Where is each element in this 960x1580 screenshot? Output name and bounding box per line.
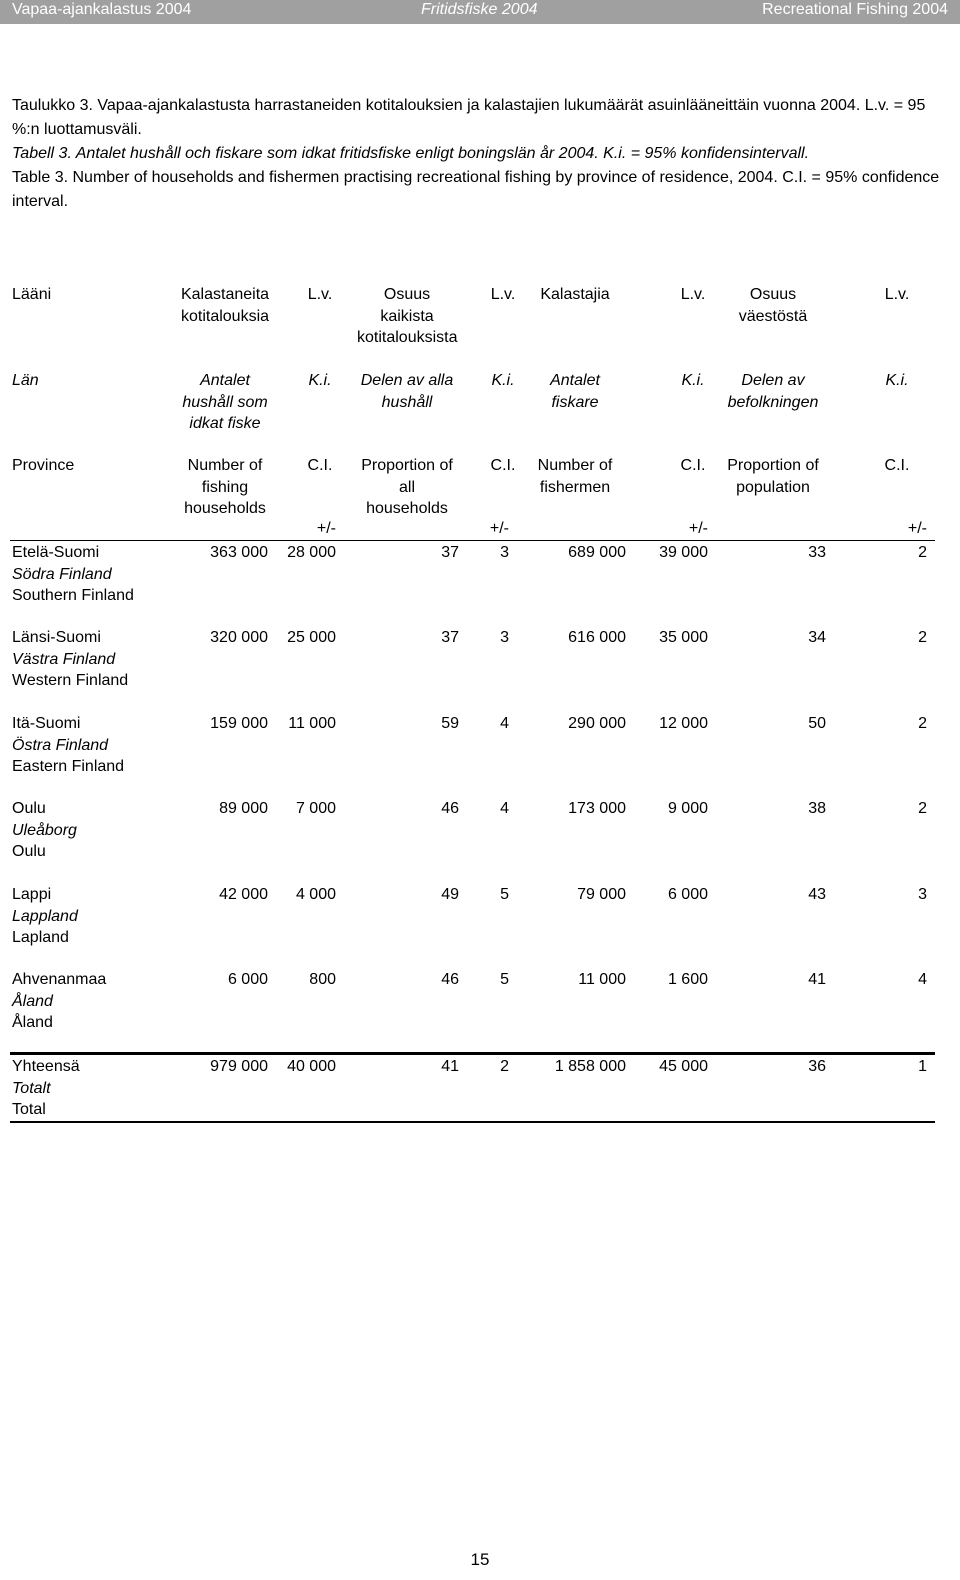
table-row-3-value-0: 89 000 [219, 800, 268, 817]
total-row-value-3: 2 [500, 1058, 509, 1075]
table-row-3-value-4: 173 000 [568, 800, 626, 817]
table-row-4-value-3: 5 [500, 886, 509, 903]
table-row-2-value-6: 50 [808, 715, 826, 732]
table-row-1-name-fi: Länsi-Suomi [12, 629, 101, 646]
plus-minus-label: +/- [316, 520, 336, 537]
header-en-col-2: C.I. [307, 457, 333, 474]
table-row-5-value-2: 46 [441, 971, 459, 988]
header-sv-col-8: K.i. [885, 372, 909, 389]
table-row-0-value-4: 689 000 [568, 544, 626, 561]
header-en-col-5: Number of fishermen [537, 457, 613, 496]
table-row-4-value-0: 42 000 [219, 886, 268, 903]
table-row-5-value-6: 41 [808, 971, 826, 988]
header-rule [10, 540, 935, 541]
table-row-5-value-1: 800 [309, 971, 336, 988]
header-right: Recreational Fishing 2004 [762, 1, 948, 18]
table-row-5-value-7: 4 [918, 971, 927, 988]
table-row-2-value-4: 290 000 [568, 715, 626, 732]
table-row-4-value-4: 79 000 [577, 886, 626, 903]
table-row-3-value-7: 2 [918, 800, 927, 817]
table-row-1-value-5: 35 000 [659, 629, 708, 646]
header-fi-col-3: Osuus kaikista kotitalouksista [357, 286, 458, 346]
plus-minus-label: +/- [688, 520, 708, 537]
total-row-name-fi: Yhteensä [12, 1058, 80, 1075]
header-en-col-7: Proportion of population [727, 457, 819, 496]
header-sv-col-3: Delen av alla hushåll [360, 372, 454, 411]
header-sv-col-6: K.i. [681, 372, 705, 389]
table-row-1-name-sv: Västra Finland [12, 650, 116, 668]
header-en-col-6: C.I. [680, 457, 706, 474]
total-row-value-0: 979 000 [210, 1058, 268, 1075]
table-row-0-value-1: 28 000 [287, 544, 336, 561]
table-row-4-name-en: Lapland [12, 929, 69, 946]
header-fi-col-5: Kalastajia [540, 286, 610, 303]
table-row-3-name-en: Oulu [12, 843, 46, 860]
running-header [0, 0, 960, 24]
table-row-0-name-sv: Södra Finland [12, 565, 112, 583]
total-row-value-4: 1 858 000 [554, 1058, 626, 1075]
table-row-2-name-sv: Östra Finland [12, 736, 109, 754]
header-fi-col-7: Osuus väestöstä [738, 286, 808, 325]
total-row-value-2: 41 [441, 1058, 459, 1075]
table-row-4-name-sv: Lappland [12, 907, 78, 925]
table-row-1-value-7: 2 [918, 629, 927, 646]
table-row-5-name-en: Åland [12, 1014, 53, 1031]
table-row-3-name-sv: Uleåborg [12, 821, 77, 839]
total-rule [10, 1052, 935, 1055]
table-row-2-value-2: 59 [441, 715, 459, 732]
caption-swedish: Tabell 3. Antalet hushåll och fiskare som idkat fritidsfiske enligt boningslän år 2004. K.i. = 95% konfidensintervall. [12, 145, 810, 162]
table-row-3-value-5: 9 000 [667, 800, 708, 817]
table-row-0-value-7: 2 [918, 544, 927, 561]
table-row-1-value-0: 320 000 [210, 629, 268, 646]
header-en-col-4: C.I. [490, 457, 516, 474]
table-row-0-name-en: Southern Finland [12, 587, 134, 604]
table-row-5-name-fi: Ahvenanmaa [12, 971, 107, 988]
header-sv-col-4: K.i. [491, 372, 515, 389]
table-row-0-value-6: 33 [808, 544, 826, 561]
total-row-name-en: Total [12, 1101, 46, 1118]
header-en-col-0: Province [12, 457, 75, 474]
table-row-4-value-5: 6 000 [667, 886, 708, 903]
table-row-1-value-6: 34 [808, 629, 826, 646]
header-sv-col-7: Delen av befolkningen [727, 372, 819, 411]
header-left: Vapaa-ajankalastus 2004 [12, 1, 192, 18]
table-row-5-value-3: 5 [500, 971, 509, 988]
table-row-5-value-0: 6 000 [227, 971, 268, 988]
table-row-0-name-fi: Etelä-Suomi [12, 544, 100, 561]
table-row-0-value-2: 37 [441, 544, 459, 561]
table-row-1-value-2: 37 [441, 629, 459, 646]
table-row-5-value-5: 1 600 [667, 971, 708, 988]
table-row-3-value-3: 4 [500, 800, 509, 817]
table-row-2-name-fi: Itä-Suomi [12, 715, 81, 732]
table-row-4-value-2: 49 [441, 886, 459, 903]
table-row-1-value-1: 25 000 [287, 629, 336, 646]
table-row-1-value-4: 616 000 [568, 629, 626, 646]
total-row-value-5: 45 000 [659, 1058, 708, 1075]
header-sv-col-2: K.i. [308, 372, 332, 389]
table-row-4-value-6: 43 [808, 886, 826, 903]
table-row-1-value-3: 3 [500, 629, 509, 646]
header-fi-col-1: Kalastaneita kotitalouksia [180, 286, 270, 325]
table-row-2-value-1: 11 000 [288, 715, 336, 732]
caption-finnish: Taulukko 3. Vapaa-ajankalastusta harrastaneiden kotitalouksien ja kalastajien lukumäärät asuinlääneittäin vuonna 2004. L.v. = 95 %:n luottamusväli. [12, 97, 926, 138]
table-row-3-value-1: 7 000 [295, 800, 336, 817]
table-row-4-value-7: 3 [918, 886, 927, 903]
header-fi-col-2: L.v. [307, 286, 333, 303]
total-row-value-1: 40 000 [287, 1058, 336, 1075]
header-sv-col-5: Antalet fiskare [550, 372, 600, 411]
header-sv-col-0: Län [12, 372, 39, 389]
table-row-3-value-6: 38 [808, 800, 826, 817]
header-center: Fritidsfiske 2004 [421, 1, 538, 18]
header-fi-col-8: L.v. [884, 286, 910, 303]
caption-english: Table 3. Number of households and fishermen practising recreational fishing by province of residence, 2004. C.I. = 95% confidence interval. [12, 169, 940, 210]
table-row-1-name-en: Western Finland [12, 672, 129, 689]
header-fi-col-6: L.v. [680, 286, 706, 303]
plus-minus-label: +/- [907, 520, 927, 537]
total-row-value-7: 1 [918, 1058, 927, 1075]
table-row-4-name-fi: Lappi [12, 886, 52, 903]
page-number: 15 [470, 1550, 490, 1569]
header-fi-col-4: L.v. [490, 286, 516, 303]
header-sv-col-1: Antalet hushåll som idkat fiske [182, 372, 268, 432]
bottom-rule [10, 1121, 935, 1123]
table-caption [12, 94, 957, 214]
table-row-2-value-7: 2 [918, 715, 927, 732]
table-row-2-name-en: Eastern Finland [12, 758, 125, 775]
table-row-2-value-0: 159 000 [210, 715, 268, 732]
table-row-0-value-5: 39 000 [659, 544, 708, 561]
table-row-5-name-sv: Åland [12, 992, 53, 1010]
table-row-5-value-4: 11 000 [578, 971, 626, 988]
table-row-3-name-fi: Oulu [12, 800, 46, 817]
header-fi-col-0: Lääni [12, 286, 52, 303]
table-row-0-value-3: 3 [500, 544, 509, 561]
table-row-2-value-3: 4 [500, 715, 509, 732]
table-row-3-value-2: 46 [441, 800, 459, 817]
table-row-4-value-1: 4 000 [295, 886, 336, 903]
total-row-name-sv: Totalt [12, 1079, 51, 1097]
header-en-col-1: Number of fishing households [184, 457, 266, 517]
header-en-col-8: C.I. [884, 457, 910, 474]
plus-minus-label: +/- [489, 520, 509, 537]
total-row-value-6: 36 [808, 1058, 826, 1075]
table-row-2-value-5: 12 000 [659, 715, 708, 732]
table-row-0-value-0: 363 000 [210, 544, 268, 561]
header-en-col-3: Proportion of all households [361, 457, 453, 517]
